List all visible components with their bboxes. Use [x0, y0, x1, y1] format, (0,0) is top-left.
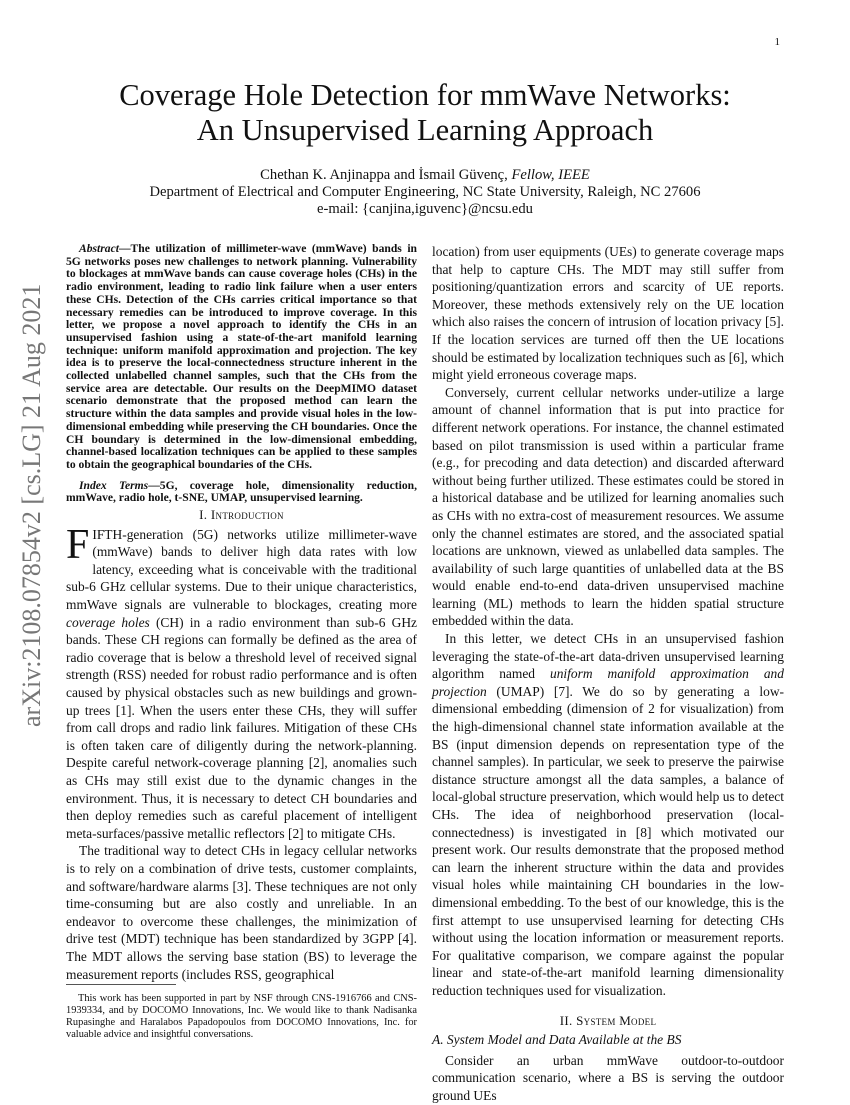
section-heading-system-model: II. System Model: [559, 1012, 657, 1028]
author-affiliation: Department of Electrical and Computer Engineering, NC State University, Raleigh, NC 27606: [149, 184, 701, 200]
arxiv-identifier-stamp: arXiv:2108.07854v2 [cs.LG] 21 Aug 2021: [17, 283, 46, 727]
title-line-2: An Unsupervised Learning Approach: [196, 113, 654, 147]
footnote: This work has been supported in part by NSF through CNS-1916766 and CNS-1939334, and by DOCOMO Innovations, Inc. We would like to thank Nadisanka Rupasinghe and Haralabos Papadopoulos from DOCOMO Innovations, Inc. for valuable advice and insightful conversations.: [66, 993, 417, 1040]
right-paragraph-2: Conversely, current cellular networks under-utilize a large amount of channel information that is put into practice for different network operations. For instance, the channel estimated based on pilot transmission is used within a particular frame (e.g., for precoding and data detection) and discarded afterward without being further utilized. These estimates could be stored in a historical database and be utilized for learning anomalies such as CHs with no extra-cost of measurement resources. We assume only the channel estimates are stored, and the associated spatial locations are unknown, viewed as unlabelled data samples. The availability of such large quantities of unlabelled data at the BS would enable end-to-end data-driven unsupervised machine learning (ML) methods to learn the hidden spatial structure embedded within the data.: [432, 384, 784, 629]
right-paragraph-1: location) from user equipments (UEs) to generate coverage maps that help to capture CHs. The MDT may still suffer from positioning/quantization errors and scarcity of UE reports. Moreover, these methods extensively rely on the UE location which also raises the concern of intrusion of location privacy [5]. If the location services are turned off then the UE locations should be estimated by localization techniques such as [6], which might yield erroneous coverage maps.: [432, 244, 784, 383]
right-paragraph-3: [432, 630, 784, 999]
section-heading-introduction: I. Introduction: [199, 507, 284, 523]
subsection-heading: A. System Model and Data Available at the BS: [432, 1032, 682, 1048]
intro-p1-rest: (CH) in a radio environment than sub-6 GHz bands. These CH regions can formally be defined as the area of radio coverage that is below a threshold level of received signal strength (RSS) needed for robust radio performance and is often caused by physical obstacles such as new buildings and grown-up trees [1]. When the users enter these CHs, they will suffer from call drops and radio link failures. Mitigation of these CHs is often taken care of diligently during the network-planning. Despite careful network-coverage planning [2], anomalies such as CHs may still exist due to the dynamic changes in the environment. Thus, it is necessary to detect CH boundaries and then deploy remedies such as careful placement of intelligent meta-surfaces/passive metallic reflectors [2] to mitigate CHs.: [66, 614, 417, 841]
right-p3-emphasis: uniform manifold approximation and projection: [432, 666, 784, 699]
page-number: 1: [774, 36, 780, 48]
intro-p1-emphasis: coverage holes: [66, 614, 150, 630]
abstract: [66, 243, 417, 472]
author-names: Chethan K. Anjinappa and İsmail Güvenç,: [260, 167, 508, 183]
left-column: [66, 243, 417, 983]
author-names-line: [60, 167, 790, 184]
author-email: e-mail: {canjina,iguvenc}@ncsu.edu: [317, 201, 533, 217]
right-p3-rest: (UMAP) [7]. We do so by generating a low-dimensional embedding (dimension of 2 for visualization) from the high-dimensional channel state information available at the BS (input dimension depends on representation type of the channel samples). In particular, we seek to preserve the pairwise distance structure amongst all the data samples, a balance of local-global structure preservation, which would help us to detect CHs. The idea of neighborhood preservation (local-connectedness) is investigated in [8] which motivated our present work. Our results demonstrate that the proposed method can learn the inherent structure within the data and provides visual holes while maintaining CH boundaries in the low-dimensional embedding. To the best of our knowledge, this is the first attempt to use unsupervised learning for detecting CHs without using the location information or measurement reports. For qualitative comparison, we compare against the popular linear and state-of-the-art manifold learning dimensionality reduction techniques used for visualization.: [432, 683, 784, 998]
system-paragraph-1: Consider an urban mmWave outdoor-to-outdoor communication scenario, where a BS is serving the outdoor ground UEs: [432, 1052, 784, 1103]
intro-paragraph-2: The traditional way to detect CHs in legacy cellular networks is to rely on a combination of drive tests, customer complaints, and software/hardware alarms [3]. These techniques are not only time-consuming but are also costly and unreliable. In an endeavor to overcome these challenges, the minimization of drive test (MDT) technique has been standardized by 3GPP [4]. The MDT allows the serving base station (BS) to leverage the measurement reports (includes RSS, geographical: [66, 843, 417, 982]
drop-cap: F: [66, 521, 90, 568]
intro-p1-text: IFTH-generation (5G) networks utilize millimeter-wave (mmWave) bands to deliver high data rates with low latency, exceeding what is conceivable with the traditional sub-6 GHz cellular systems. Due to their unique characteristics, mmWave signals are vulnerable to blockages, creating more: [66, 526, 417, 613]
right-column: [432, 243, 784, 1105]
title-line-1: Coverage Hole Detection for mmWave Networks:: [119, 78, 731, 112]
footnote-rule: [66, 984, 176, 985]
intro-paragraph-1: [66, 521, 417, 843]
index-terms-label: Index Terms: [79, 478, 149, 492]
index-terms-text: —5G, coverage hole, dimensionality reduction, mmWave, radio hole, t-SNE, UMAP, unsupervised learning.: [66, 478, 418, 505]
index-terms: [66, 480, 417, 505]
author-block: [60, 167, 790, 218]
author-fellow: Fellow, IEEE: [511, 167, 590, 183]
paper-title: [60, 78, 790, 148]
right-p3-text: In this letter, we detect CHs in an unsupervised fashion leveraging the state-of-the-art data-driven unsupervised learning algorithm named: [432, 631, 784, 682]
abstract-label: Abstract: [79, 242, 119, 255]
abstract-text: —The utilization of millimeter-wave (mmWave) bands in 5G networks poses new challenges to network planning. Vulnerability to blockages at mmWave bands can cause coverage holes (CHs) in the radio environment, leading to radio link failure when a user enters these CHs. Detection of the CHs carries critical importance so that necessary remedies can be introduced to improve coverage. In this letter, we propose a novel approach to identify the CHs in an unsupervised fashion using a state-of-the-art manifold learning technique: uniform manifold approximation and projection. The key idea is to preserve the local-connectedness structure inherent in the collected unlabelled channel samples, such that the CHs from the service area are detectable. Our results on the DeepMIMO dataset scenario demonstrate that the proposed method can learn the structure within the data samples and provide visual holes in the low-dimensional embedding while preserving the CH boundaries. Once the CH boundary is determined in the low-dimensional embedding, channel-based localization techniques can be applied to these samples to obtain the geographical boundaries of the CHs.: [66, 242, 417, 471]
